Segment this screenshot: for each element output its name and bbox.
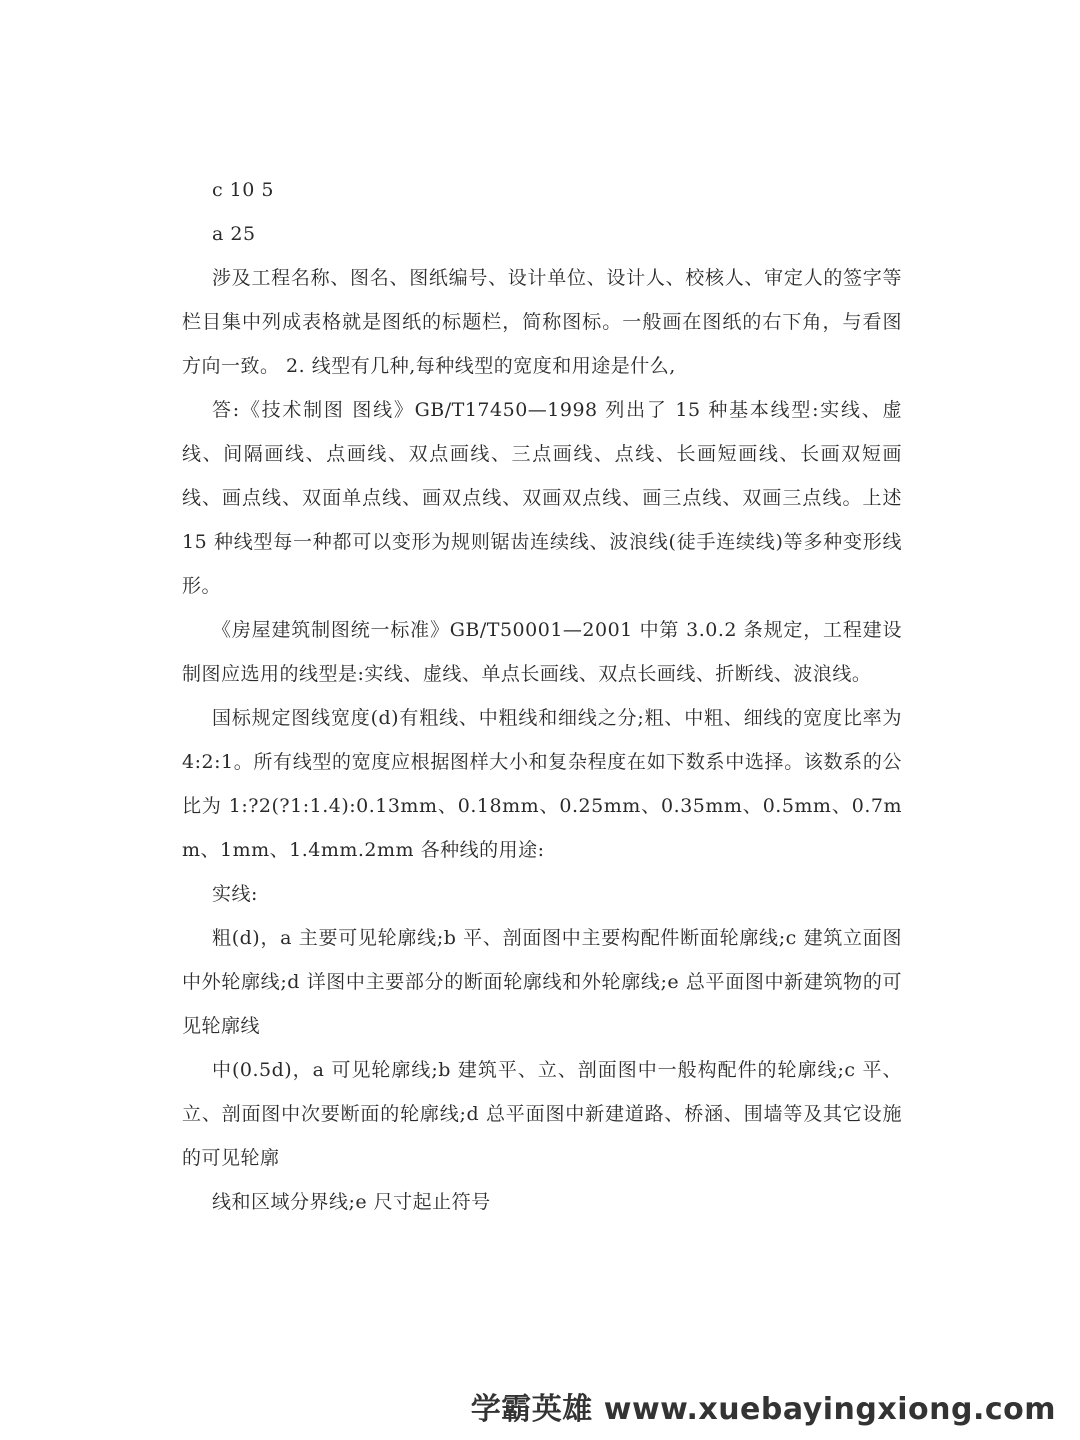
document-body bbox=[182, 168, 902, 1224]
paragraph-line-width: 国标规定图线宽度(d)有粗线、中粗线和细线之分;粗、中粗、细线的宽度比率为 4:2:1。所有线型的宽度应根据图样大小和复杂程度在如下数系中选择。该数系的公比为 1:?2(?1:1.4):0.13mm、0.18mm、0.25mm、0.35mm、0.5mm、0.7mm、1mm、1.4mm.2mm 各种线的用途: bbox=[182, 707, 902, 861]
paragraph-c-value: c 10 5 bbox=[212, 179, 274, 201]
paragraph-medium-line: 中(0.5d)，a 可见轮廓线;b 建筑平、立、剖面图中一般构配件的轮廓线;c 平、立、剖面图中次要断面的轮廓线;d 总平面图中新建道路、桥涵、围墙等及其它设施的可见轮廓 bbox=[182, 1059, 902, 1169]
paragraph-answer-line-types: 答:《技术制图 图线》GB/T17450—1998 列出了 15 种基本线型:实线、虚线、间隔画线、点画线、双点画线、三点画线、点线、长画短画线、长画双短画线、画点线、双面单点线、画双点线、双画双点线、画三点线、双画三点线。上述 15 种线型每一种都可以变形为规则锯齿连续线、波浪线(徒手连续线)等多种变形线形。 bbox=[182, 399, 902, 597]
paragraph-building-standard: 《房屋建筑制图统一标准》GB/T50001—2001 中第 3.0.2 条规定，工程建设制图应选用的线型是:实线、虚线、单点长画线、双点长画线、折断线、波浪线。 bbox=[182, 619, 902, 685]
paragraph-title-block: 涉及工程名称、图名、图纸编号、设计单位、设计人、校核人、审定人的签字等栏目集中列成表格就是图纸的标题栏，简称图标。一般画在图纸的右下角，与看图方向一致。 2. 线型有几种,每种线型的宽度和用途是什么, bbox=[182, 267, 902, 377]
site-watermark: 学霸英雄 www.xuebayingxiong.com bbox=[470, 1392, 1056, 1427]
paragraph-medium-line-cont: 线和区域分界线;e 尺寸起止符号 bbox=[212, 1191, 491, 1213]
paragraph-a-value: a 25 bbox=[212, 223, 256, 245]
paragraph-solid-line-heading: 实线: bbox=[212, 883, 258, 905]
paragraph-thick-line: 粗(d)，a 主要可见轮廓线;b 平、剖面图中主要构配件断面轮廓线;c 建筑立面图中外轮廓线;d 详图中主要部分的断面轮廓线和外轮廓线;e 总平面图中新建筑物的可见轮廓线 bbox=[182, 927, 902, 1037]
